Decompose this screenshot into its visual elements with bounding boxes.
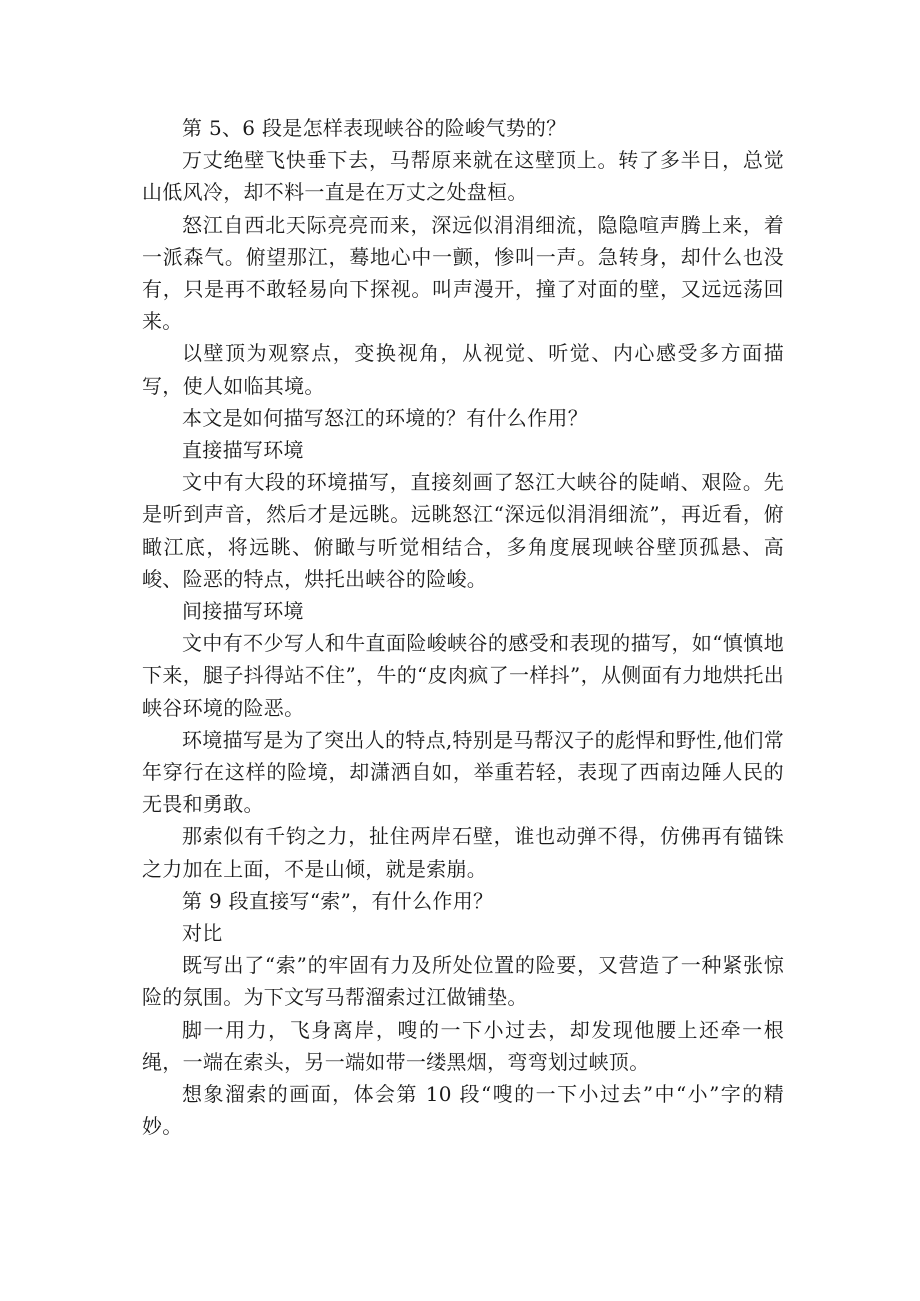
quote-paragraph: 脚一用力，飞身离岸，嗖的一下小过去，却发现他腰上还牵一根绳，一端在索头，另一端如带一缕黑烟，弯弯划过峡顶。 <box>142 1017 784 1074</box>
subheading: 对比 <box>182 921 223 946</box>
answer-paragraph: 文中有不少写人和牛直面险峻峡谷的感受和表现的描写，如“慎慎地下来，腿子抖得站不住”，牛的“皮肉疯了一样抖”，从侧面有力地烘托出峡谷环境的险恶。 <box>142 631 784 720</box>
subheading: 直接描写环境 <box>182 438 304 463</box>
quote-paragraph: 怒江自西北天际亮亮而来，深远似涓涓细流，隐隐喧声腾上来，着一派森气。俯望那江，蓦地心中一颤，惨叫一声。急转身，却什么也没有，只是再不敢轻易向下探视。叫声漫开，撞了对面的壁，又远远荡回来。 <box>142 212 784 334</box>
answer-paragraph: 文中有大段的环境描写，直接刻画了怒江大峡谷的陡峭、艰险。先是听到声音，然后才是远眺。远眺怒江“深远似涓涓细流”，再近看，俯瞰江底，将远眺、俯瞰与听觉相结合，多角度展现峡谷壁顶孤悬、高峻、险恶的特点，烘托出峡谷的险峻。 <box>142 470 784 591</box>
document-page <box>142 112 784 1143</box>
question-paragraph: 想象溜索的画面，体会第 10 段“嗖的一下小过去”中“小”字的精妙。 <box>142 1082 784 1139</box>
question-paragraph: 本文是如何描写怒江的环境的？有什么作用？ <box>182 405 588 430</box>
quote-paragraph: 那索似有千钧之力，扯住两岸石壁，谁也动弹不得，仿佛再有锚铢之力加在上面，不是山倾，就是索崩。 <box>142 824 784 881</box>
question-paragraph: 第 9 段直接写“索”，有什么作用？ <box>182 888 494 913</box>
subheading: 间接描写环境 <box>182 599 304 624</box>
quote-paragraph: 万丈绝壁飞快垂下去，马帮原来就在这壁顶上。转了多半日，总觉山低风冷，却不料一直是在万丈之处盘桓。 <box>142 148 784 205</box>
answer-paragraph: 环境描写是为了突出人的特点,特别是马帮汉子的彪悍和野性,他们常年穿行在这样的险境，却潇洒自如，举重若轻，表现了西南边陲人民的无畏和勇敢。 <box>142 727 785 817</box>
answer-paragraph: 既写出了“索”的牢固有力及所处位置的险要，又营造了一种紧张惊险的氛围。为下文写马帮溜索过江做铺垫。 <box>142 953 784 1010</box>
answer-paragraph: 以壁顶为观察点，变换视角，从视觉、听觉、内心感受多方面描写，使人如临其境。 <box>142 341 784 398</box>
question-paragraph: 第 5、6 段是怎样表现峡谷的险峻气势的？ <box>182 116 567 140</box>
